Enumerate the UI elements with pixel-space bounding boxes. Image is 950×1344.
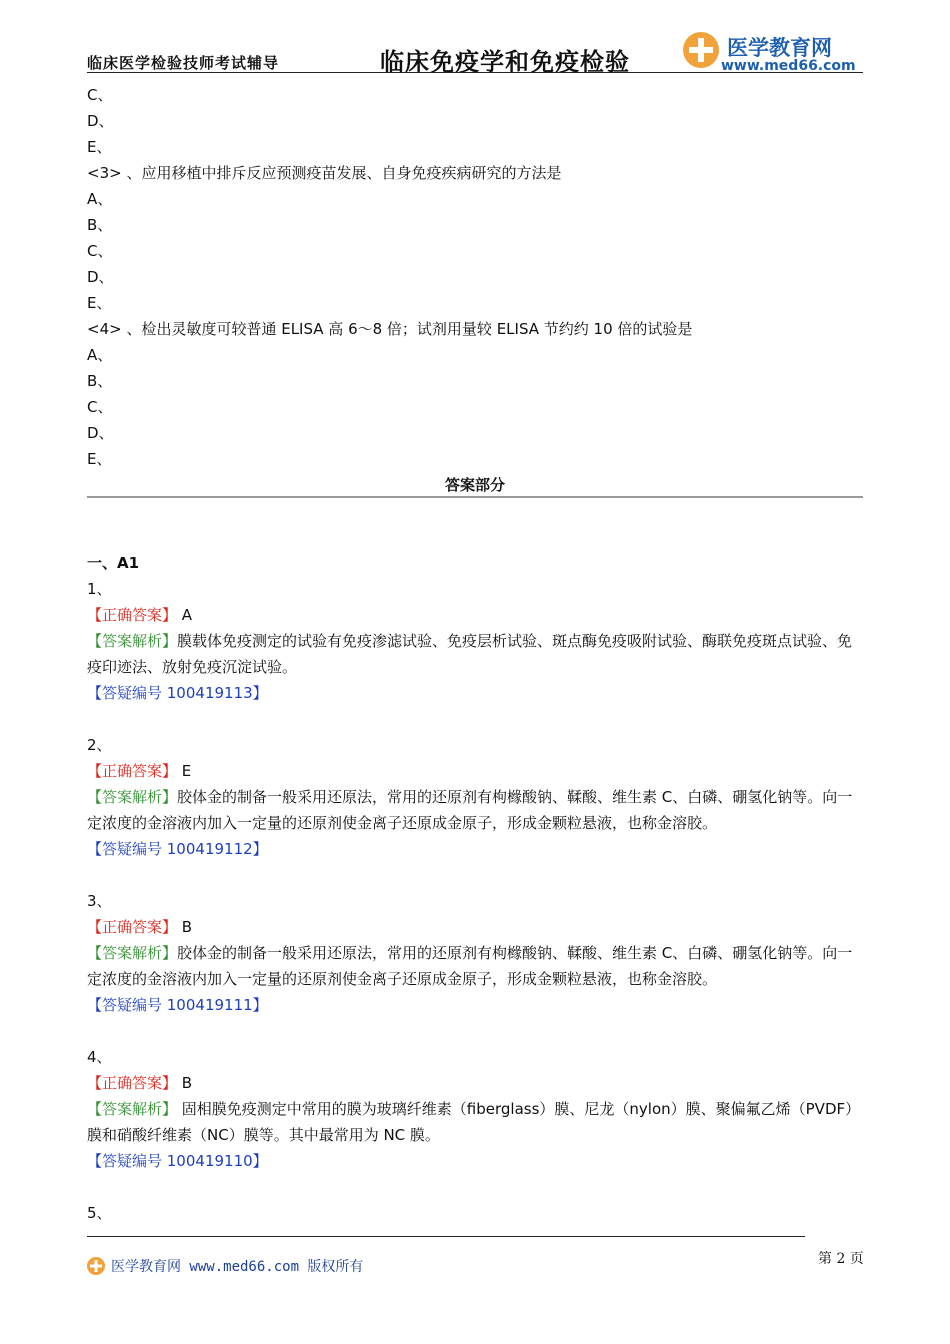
q3-option-e: E、 [87,294,112,312]
analysis-text: 固相膜免疫测定中常用的膜为玻璃纤维素（fiberglass）膜、尼龙（nylon）膜、聚偏氟乙烯（PVDF）膜和硝酸纤维素（NC）膜等。其中最常用为 NC 膜。 [87,1100,861,1144]
q4-option-a: A、 [87,346,113,364]
answer-4-number: 4、 [87,1048,112,1066]
correct-answer-label: 【正确答案】 [87,606,178,624]
header-center-title: 临床免疫学和免疫检验 [380,47,630,76]
logo-cross-icon [683,32,719,68]
q4-option-b: B、 [87,372,113,390]
q3-option-a: A、 [87,190,113,208]
answer-2-number: 2、 [87,736,112,754]
question-3-stem: <3> 、应用移植中排斥反应预测疫苗发展、自身免疫疾病研究的方法是 [87,164,562,182]
q4-option-c: C、 [87,398,113,416]
correct-answer-value: A [181,606,193,624]
answer-3-ref[interactable]: 【答疑编号 100419111】 [87,996,268,1014]
header-left-title: 临床医学检验技师考试辅导 [87,54,280,72]
correct-answer-label: 【正确答案】 [87,1074,178,1092]
analysis-text: 胶体金的制备一般采用还原法，常用的还原剂有枸橼酸钠、鞣酸、维生素 C、白磷、硼氢化钠等。向一定浓度的金溶液内加入一定量的还原剂使金离子还原成金原子，形成金颗粒悬液，也称金溶胶。 [87,788,853,832]
answer-2-correct [87,761,191,781]
analysis-label: 【答案解析】 [87,632,178,650]
answer-5-number: 5、 [87,1204,112,1222]
option-e: E、 [87,138,112,156]
page-number: 第 2 页 [818,1251,864,1267]
answer-2-analysis [87,784,867,836]
correct-answer-value: B [181,1074,193,1092]
question-4-stem: <4> 、检出灵敏度可较普通 ELISA 高 6～8 倍；试剂用量较 ELISA 节约约 10 倍的试验是 [87,320,693,338]
answer-3-number: 3、 [87,892,112,910]
correct-answer-label: 【正确答案】 [87,762,178,780]
answer-1-analysis [87,628,867,680]
analysis-text: 膜载体免疫测定的试验有免疫渗滤试验、免疫层析试验、斑点酶免疫吸附试验、酶联免疫斑点试验、免疫印迹法、放射免疫沉淀试验。 [87,632,853,676]
analysis-label: 【答案解析】 [87,1100,178,1118]
logo-url: www.med66.com [721,58,856,74]
answer-1-number: 1、 [87,580,112,598]
answer-3-analysis [87,940,867,992]
option-c: C、 [87,86,113,104]
correct-answer-value: B [181,918,193,936]
correct-answer-value: E [181,762,192,780]
analysis-label: 【答案解析】 [87,944,178,962]
footer-divider [87,1236,805,1237]
analysis-text: 胶体金的制备一般采用还原法，常用的还原剂有枸橼酸钠、鞣酸、维生素 C、白磷、硼氢化钠等。向一定浓度的金溶液内加入一定量的还原剂使金离子还原成金原子，形成金颗粒悬液，也称金溶胶。 [87,944,853,988]
q3-option-c: C、 [87,242,113,260]
q4-option-e: E、 [87,450,112,468]
correct-answer-label: 【正确答案】 [87,918,178,936]
answer-4-ref[interactable]: 【答疑编号 100419110】 [87,1152,268,1170]
answer-1-correct [87,605,192,625]
answer-section-divider [87,496,863,498]
analysis-label: 【答案解析】 [87,788,178,806]
site-logo [683,30,868,78]
answer-2-ref[interactable]: 【答疑编号 100419112】 [87,840,268,858]
q3-option-b: B、 [87,216,113,234]
q3-option-d: D、 [87,268,114,286]
answer-4-analysis [87,1096,867,1148]
footer-logo-icon [87,1257,105,1275]
answer-3-correct [87,917,192,937]
answer-4-correct [87,1073,192,1093]
answer-section-title: 答案部分 [444,476,505,494]
option-d: D、 [87,112,114,130]
answer-group-title: 一、A1 [87,554,140,572]
header-divider [87,72,863,73]
footer-copyright: 医学教育网 www.med66.com 版权所有 [111,1259,364,1275]
answer-1-ref[interactable]: 【答疑编号 100419113】 [87,684,268,702]
q4-option-d: D、 [87,424,114,442]
logo-name: 医学教育网 [727,36,832,60]
